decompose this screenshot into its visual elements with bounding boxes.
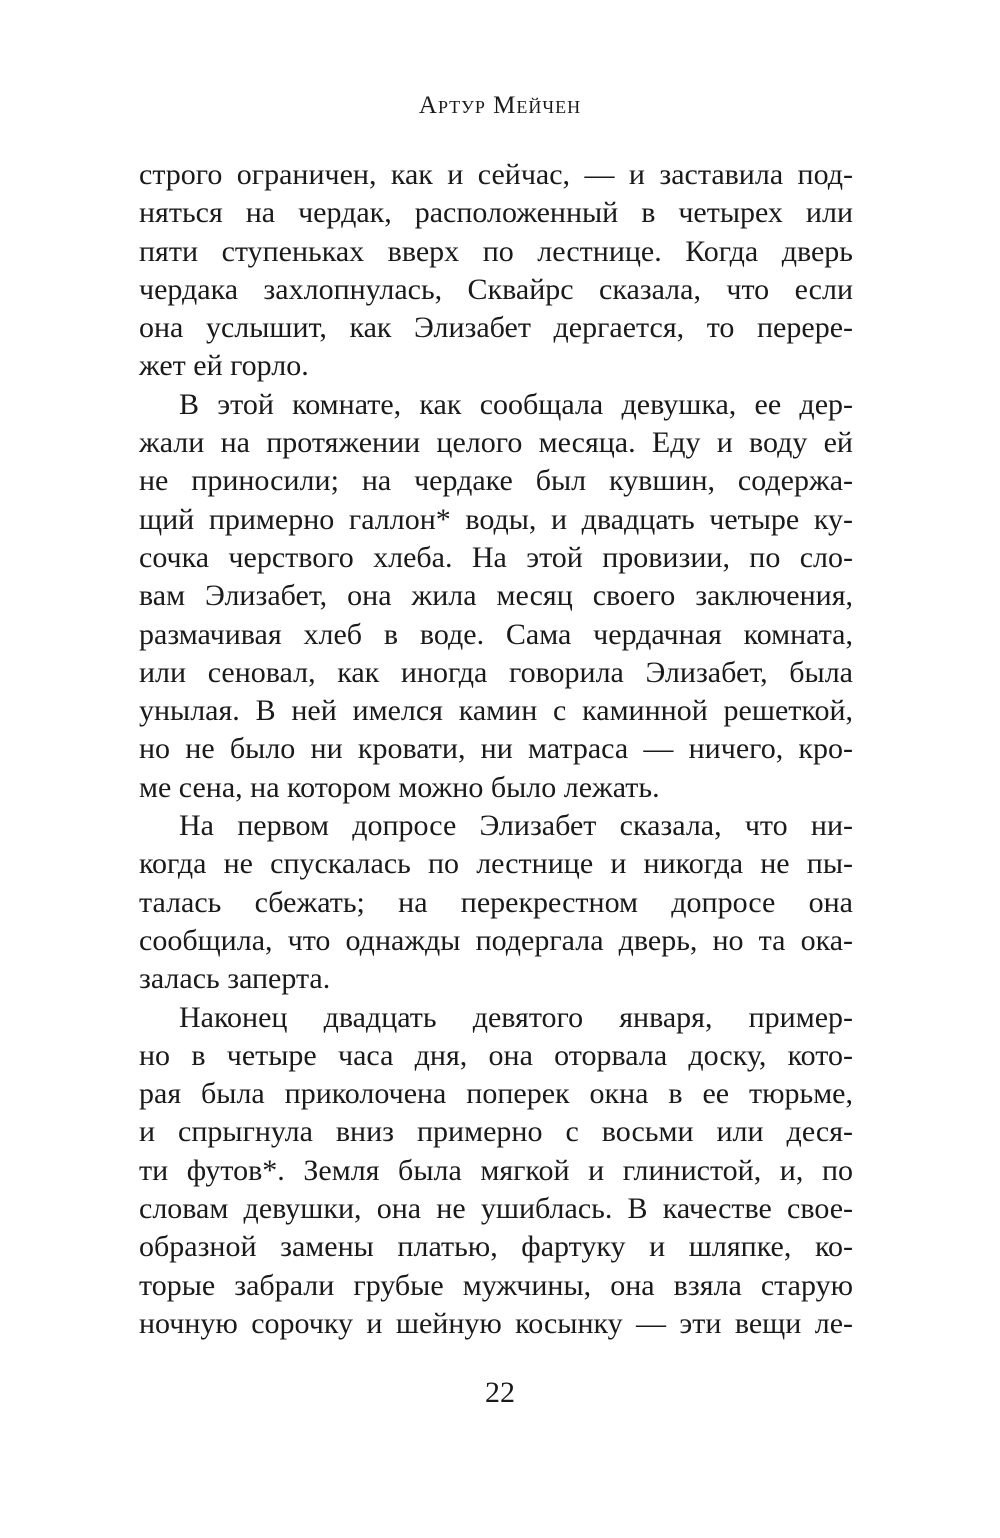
text-line: щий примерно галлон* воды, и двадцать четыре ку- (139, 502, 853, 536)
text-line: сообщила, что однажды подергала дверь, но та ока- (139, 923, 853, 957)
text-line: строго ограничен, как и сейчас, — и заставила под- (139, 158, 853, 191)
text-line: но в четыре часа дня, она оторвала доску, кото- (139, 1038, 853, 1072)
text-line: талась сбежать; на перекрестном допросе она (139, 885, 853, 919)
paragraph (139, 807, 853, 998)
running-head: Артур Мейчен (418, 92, 582, 119)
text-line: когда не спускалась по лестнице и никогда не пы- (139, 847, 853, 881)
text-line: унылая. В ней имелся камин с каминной решеткой, (139, 694, 853, 728)
text-line: пяти ступеньках вверх по лестнице. Когда дверь (139, 234, 853, 268)
paragraph (139, 386, 853, 807)
text-line: ночную сорочку и шейную косынку — эти вещи ле- (139, 1306, 853, 1340)
text-line: залась заперта. (139, 962, 331, 996)
text-line: жали на протяжении целого месяца. Еду и воду ей (139, 426, 853, 460)
text-line: чердака захлопнулась, Сквайрс сказала, что если (139, 272, 853, 306)
text-line: вам Элизабет, она жила месяц своего заключения, (139, 579, 853, 613)
text-line: сочка черствого хлеба. На этой провизии, по сло- (139, 540, 853, 574)
text-line: ме сена, на котором можно было лежать. (139, 770, 660, 804)
text-line: рая была приколочена поперек окна в ее тюрьме, (139, 1077, 853, 1111)
text-line: она услышит, как Элизабет дергается, то перере- (139, 311, 853, 345)
text-line: или сеновал, как иногда говорила Элизабет, была (139, 655, 853, 689)
text-line: Наконец двадцать девятого января, пример- (179, 1000, 853, 1034)
page-number: 22 (485, 1376, 515, 1409)
text-line: и спрыгнула вниз примерно с восьми или деся- (139, 1115, 853, 1149)
text-line: няться на чердак, расположенный в четырех или (139, 196, 853, 230)
text-line: словам девушки, она не ушиблась. В качестве свое- (139, 1192, 853, 1226)
paragraph (139, 999, 853, 1344)
text-line: не приносили; на чердаке был кувшин, содержа- (139, 464, 853, 498)
text-line: образной замены платью, фартуку и шляпке, ко- (139, 1230, 853, 1264)
text-line: В этой комнате, как сообщала девушка, ее дер- (179, 387, 853, 421)
text-line: торые забрали грубые мужчины, она взяла старую (139, 1268, 853, 1302)
text-line: ти футов*. Земля была мягкой и глинистой, и, по (139, 1153, 853, 1187)
body-text (139, 156, 853, 1343)
text-line: размачивая хлеб в воде. Сама чердачная комната, (139, 617, 853, 651)
text-line: жет ей горло. (139, 349, 309, 383)
text-line: На первом допросе Элизабет сказала, что ни- (179, 809, 853, 843)
text-line: но не было ни кровати, ни матраса — ничего, кро- (139, 732, 853, 766)
paragraph (139, 156, 853, 386)
